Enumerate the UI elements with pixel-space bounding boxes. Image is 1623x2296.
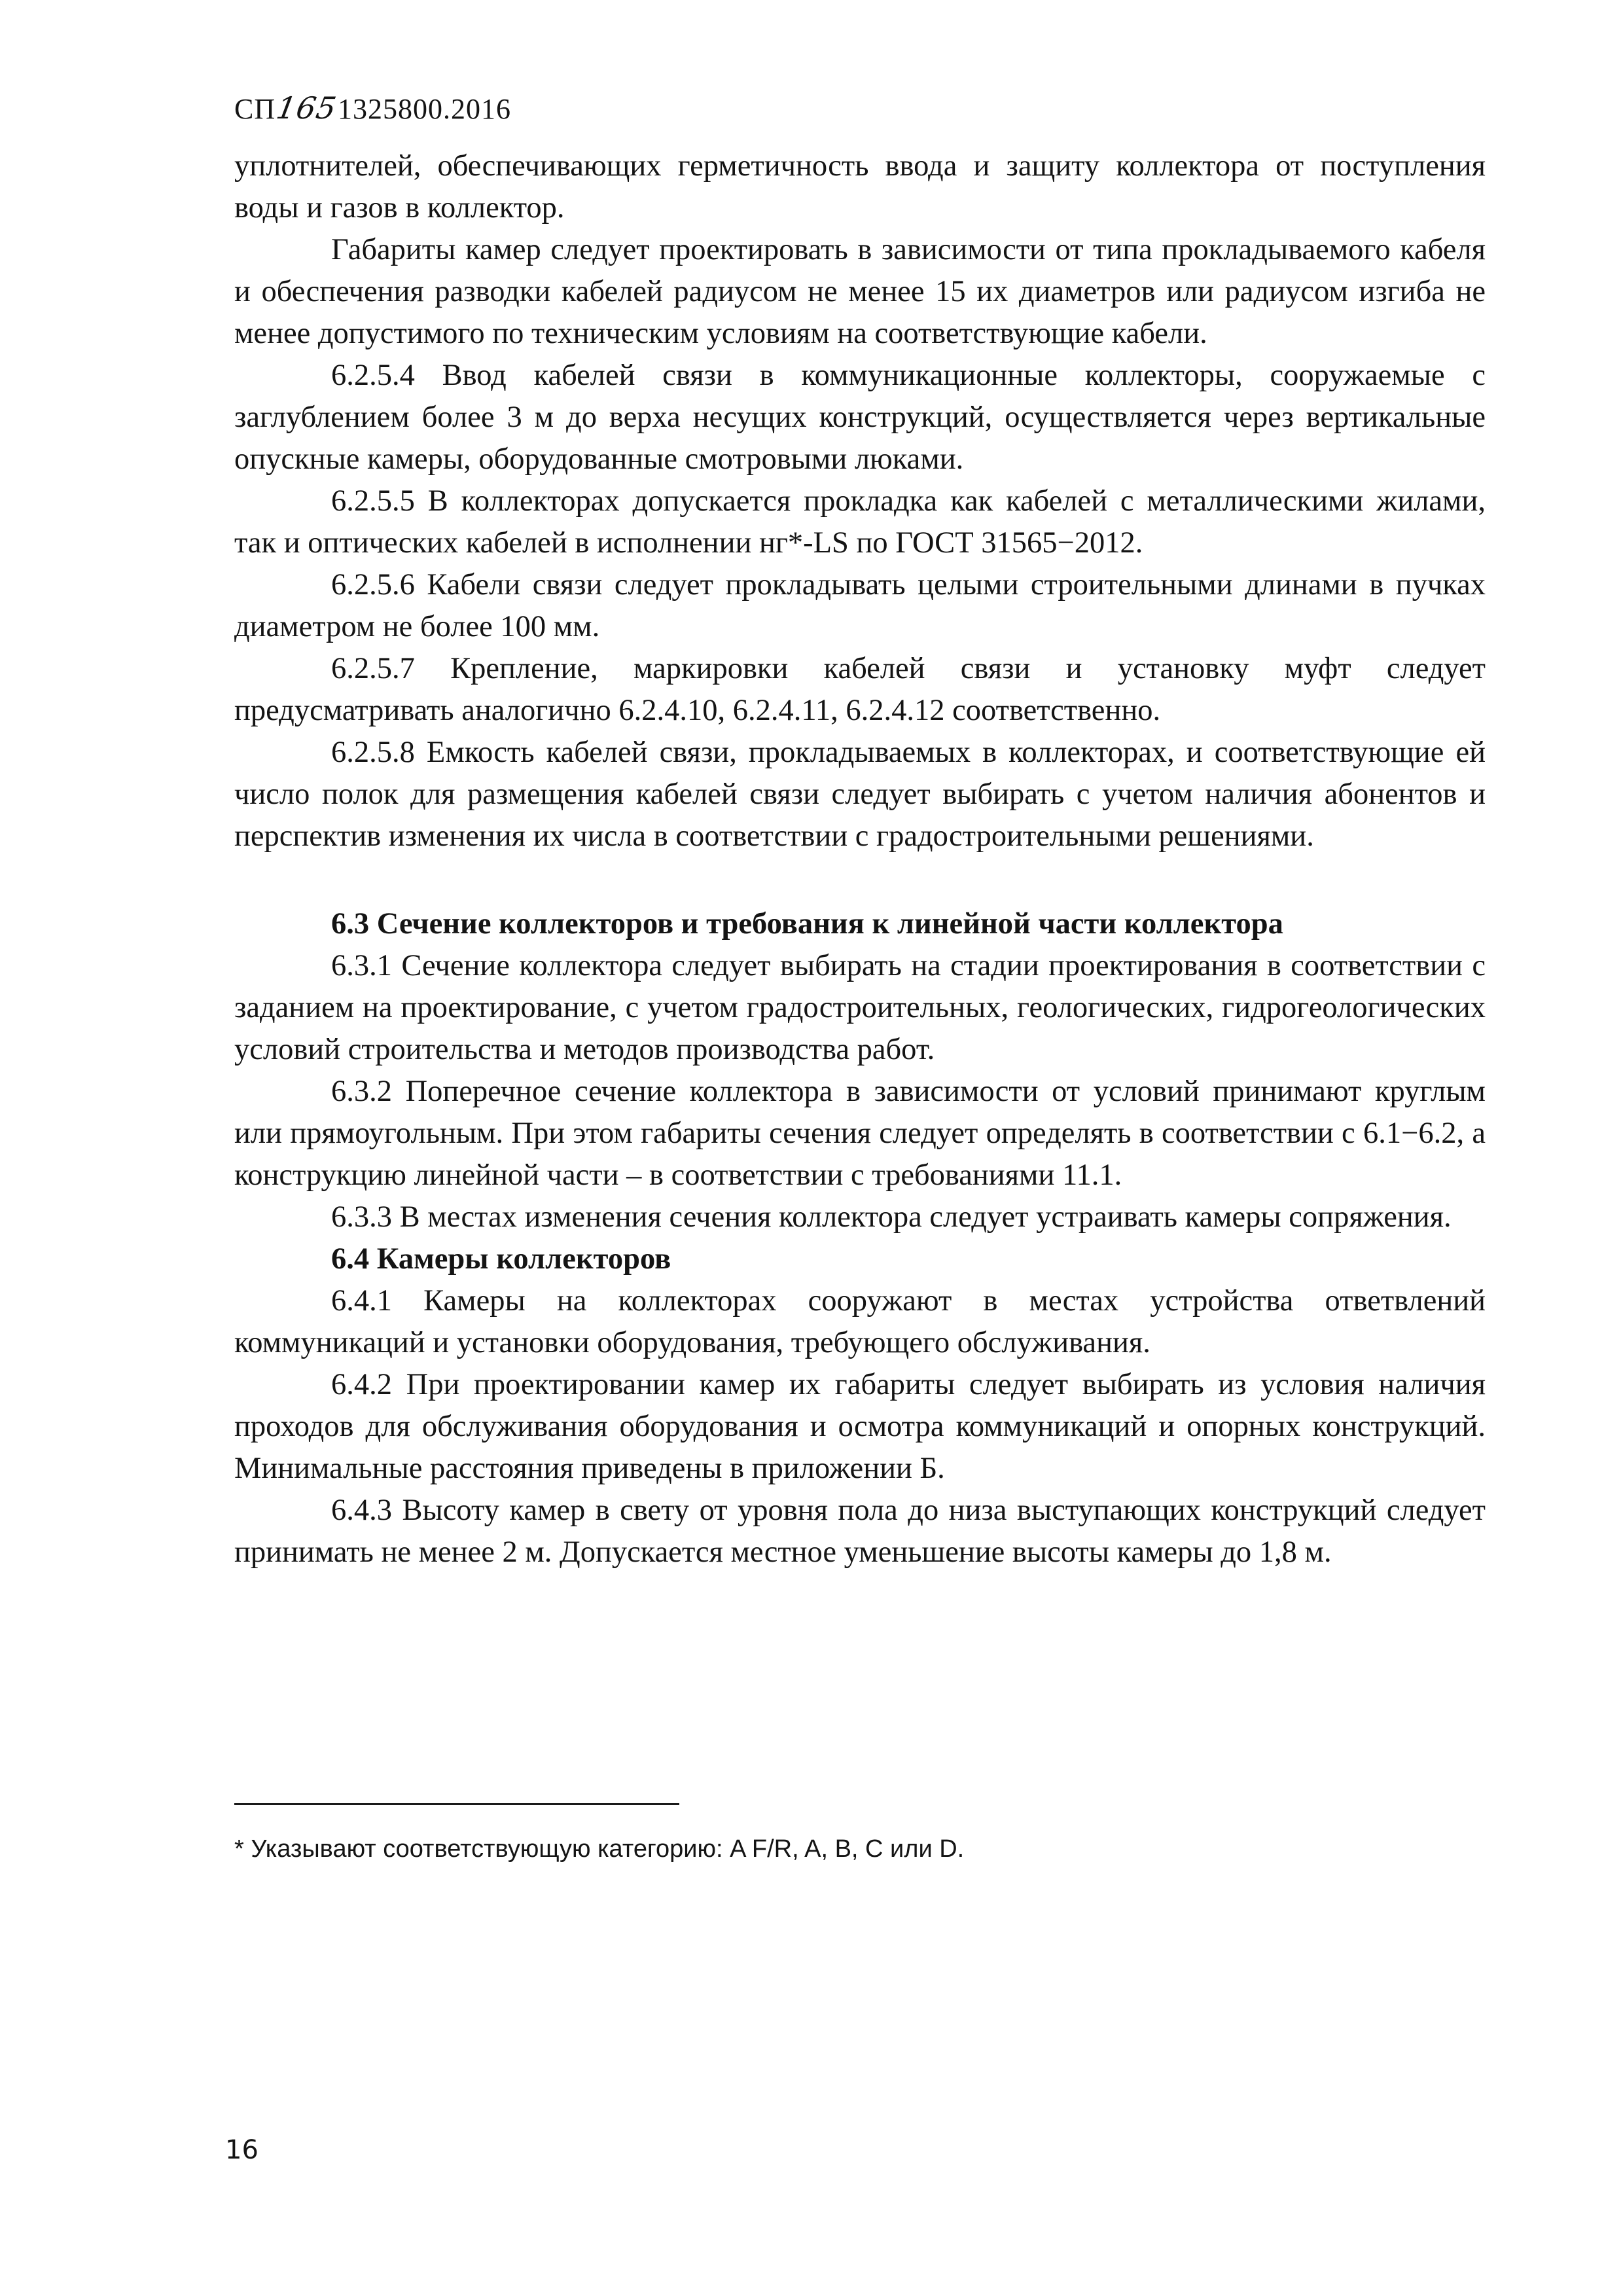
page-number: 16 bbox=[225, 2135, 259, 2165]
paragraph-continuation: уплотнителей, обеспечивающих герметичность ввода и защиту коллектора от поступления воды и газов в коллектор. bbox=[234, 149, 1486, 224]
paragraph-6-2-5-7: 6.2.5.7 Крепление, маркировки кабелей связи и установку муфт следует предусматривать аналогично 6.2.4.10, 6.2.4.11, 6.2.4.12 соответственно. bbox=[234, 652, 1486, 727]
paragraph-6-4-2: 6.4.2 При проектировании камер их габариты следует выбирать из условия наличия проходов для обслуживания оборудования и осмотра коммуникаций и опорных конструкций. Минимальные расстояния приведены в приложении Б. bbox=[234, 1368, 1486, 1485]
paragraph-6-3-2: 6.3.2 Поперечное сечение коллектора в зависимости от условий принимают круглым или прямоугольным. При этом габариты сечения следует определять в соответствии с 6.1−6.2, а конструкцию линейной части – в соответствии с требованиями 11.1. bbox=[234, 1075, 1486, 1192]
paragraph-6-2-5-8: 6.2.5.8 Емкость кабелей связи, прокладываемых в коллекторах, и соответствующие ей число полок для размещения кабелей связи следует выбирать с учетом наличия абонентов и перспектив изменения их числа в соответствии с градостроительными решениями. bbox=[234, 736, 1486, 853]
doc-code-prefix: СП bbox=[234, 93, 276, 125]
paragraph-6-2-5-4: 6.2.5.4 Ввод кабелей связи в коммуникационные коллекторы, сооружаемые с заглублением более 3 м до верха несущих конструкций, осуществляется через вертикальные опускные камеры, оборудованные смотровыми люками. bbox=[234, 359, 1486, 476]
footnote: * Указывают соответствующую категорию: A F/R, A, B, C или D. bbox=[234, 1835, 965, 1863]
paragraph-6-3-1: 6.3.1 Сечение коллектора следует выбирать на стадии проектирования в соответствии с заданием на проектирование, с учетом градостроительных, геологических, гидрогеологических условий строительства и методов производства работ. bbox=[234, 949, 1486, 1066]
section-heading-6-3: 6.3 Сечение коллекторов и требования к линейной части коллектора bbox=[331, 907, 1283, 941]
body-text bbox=[234, 145, 1486, 1573]
doc-code-suffix: 1325800.2016 bbox=[337, 93, 511, 125]
paragraph-6-2-5-6: 6.2.5.6 Кабели связи следует прокладывать целыми строительными длинами в пучках диаметром не более 100 мм. bbox=[234, 568, 1486, 643]
document-header bbox=[234, 90, 511, 126]
paragraph-dimensions: Габариты камер следует проектировать в зависимости от типа прокладываемого кабеля и обеспечения разводки кабелей радиусом не менее 15 их диаметров или радиусом изгиба не менее допустимого по техническим условиям на соответствующие кабели. bbox=[234, 233, 1486, 350]
paragraph-6-2-5-5: 6.2.5.5 В коллекторах допускается прокладка как кабелей с металлическими жилами, так и оптических кабелей в исполнении нг*-LS по ГОСТ 31565−2012. bbox=[234, 484, 1486, 560]
paragraph-6-3-3: 6.3.3 В местах изменения сечения коллектора следует устраивать камеры сопряжения. bbox=[331, 1200, 1452, 1234]
handwritten-number: 165 bbox=[274, 90, 340, 126]
paragraph-6-4-1: 6.4.1 Камеры на коллекторах сооружают в местах устройства ответвлений коммуникаций и установки оборудования, требующего обслуживания. bbox=[234, 1284, 1486, 1359]
footnote-divider bbox=[234, 1803, 679, 1805]
section-heading-6-4: 6.4 Камеры коллекторов bbox=[331, 1242, 671, 1276]
paragraph-6-4-3: 6.4.3 Высоту камер в свету от уровня пола до низа выступающих конструкций следует принимать не менее 2 м. Допускается местное уменьшение высоты камеры до 1,8 м. bbox=[234, 1494, 1486, 1569]
